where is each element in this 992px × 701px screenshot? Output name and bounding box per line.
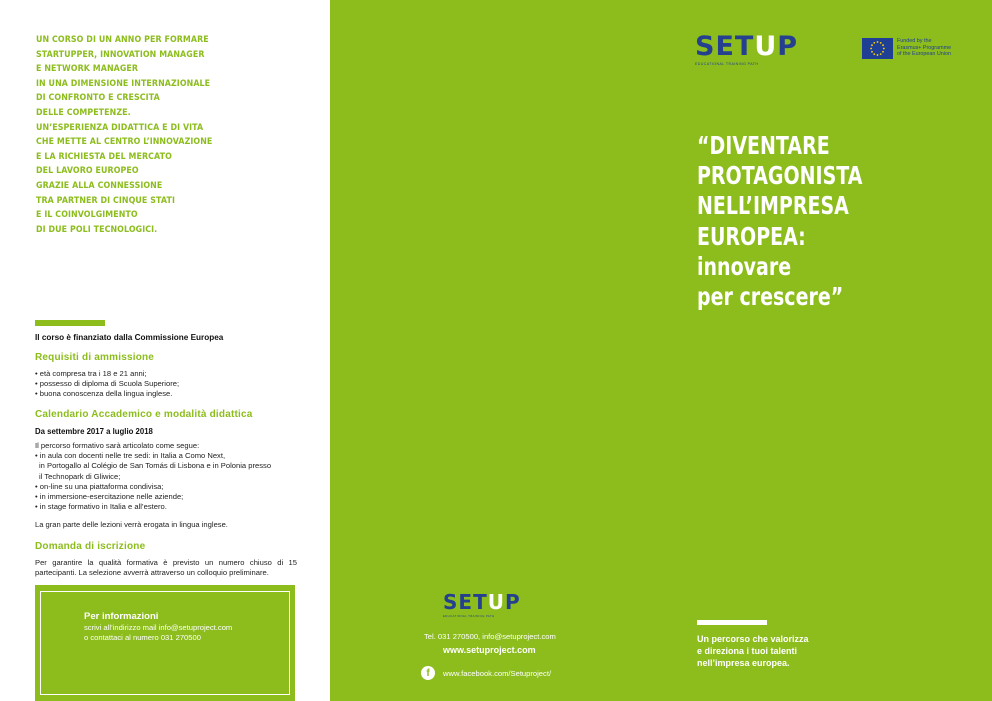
tagline-bar bbox=[697, 620, 767, 625]
logo-part: SET bbox=[443, 590, 488, 614]
info-phone[interactable]: o contattaci al numero 031 270500 bbox=[84, 633, 201, 642]
intro-line: E NETWORK MANAGER bbox=[36, 63, 139, 75]
headline-line: NELL’IMPRESA bbox=[697, 191, 849, 221]
list-item: • possesso di diploma di Scuola Superiore; bbox=[35, 379, 180, 389]
calendario-note: La gran parte delle lezioni verrà erogata in lingua inglese. bbox=[35, 520, 228, 529]
logo-part: P bbox=[777, 31, 799, 62]
intro-line: UN CORSO DI UN ANNO PER FORMARE bbox=[36, 34, 209, 45]
list-item: il Technopark di Gliwice; bbox=[39, 471, 121, 481]
eu-funding-text bbox=[897, 38, 951, 58]
setup-logo-tagline: EDUCATIONAL TRAINING PATH bbox=[443, 614, 495, 618]
tagline-line: e direziona i tuoi talenti bbox=[697, 646, 798, 656]
intro-line: DEL LAVORO EUROPEO bbox=[36, 165, 139, 177]
intro-line: DI CONFRONTO E CRESCITA bbox=[36, 92, 160, 104]
separator-bar bbox=[35, 320, 105, 326]
headline-line: “DIVENTARE bbox=[697, 131, 830, 160]
info-box-frame bbox=[40, 591, 290, 695]
setup-logo-tagline: EDUCATIONAL TRAINING PATH bbox=[695, 62, 759, 66]
calendario-period: Da settembre 2017 a luglio 2018 bbox=[35, 427, 153, 436]
list-item: • in immersione-esercitazione nelle aziende; bbox=[35, 492, 184, 502]
domanda-text: Per garantire la qualità formativa è previsto un numero chiuso di 15 partecipanti. La selezione avverrà attraverso un colloquio preliminare. bbox=[35, 558, 297, 578]
eu-line: of the European Union bbox=[897, 51, 951, 58]
intro-line: DELLE COMPETENZE. bbox=[36, 106, 131, 118]
list-item: • età compresa tra i 18 e 21 anni; bbox=[35, 369, 147, 378]
intro-line: TRA PARTNER DI CINQUE STATI bbox=[36, 194, 175, 206]
intro-line: IN UNA DIMENSIONE INTERNAZIONALE bbox=[36, 77, 211, 89]
setup-logo-bottom bbox=[443, 590, 521, 618]
intro-line: STARTUPPER, INNOVATION MANAGER bbox=[36, 48, 205, 60]
intro-line: E IL COINVOLGIMENTO bbox=[36, 209, 138, 221]
eu-flag-icon bbox=[862, 38, 893, 59]
list-item: • in aula con docenti nelle tre sedi: in Italia a Como Next, bbox=[35, 451, 226, 461]
domanda-title: Domanda di iscrizione bbox=[35, 541, 146, 552]
list-item: in Portogallo al Colégio de San Tomás di Lisbona e in Polonia presso bbox=[39, 461, 272, 471]
logo-u: U bbox=[754, 31, 778, 62]
logo-u: U bbox=[487, 590, 505, 614]
tagline-line: Un percorso che valorizza bbox=[697, 634, 809, 644]
list-item: • in stage formativo in Italia e all’estero. bbox=[35, 502, 167, 512]
website-link[interactable]: www.setuproject.com bbox=[443, 645, 536, 655]
intro-line: UN’ESPERIENZA DIDATTICA E DI VITA bbox=[36, 121, 204, 133]
eu-line: Funded by the bbox=[897, 38, 932, 44]
setup-logo-word bbox=[443, 590, 521, 614]
list-item: • on-line su una piattaforma condivisa; bbox=[35, 481, 164, 491]
right-panel bbox=[330, 0, 992, 701]
list-item: • buona conoscenza della lingua inglese. bbox=[35, 389, 173, 399]
facebook-link[interactable]: www.facebook.com/Setuproject/ bbox=[443, 669, 552, 678]
intro-line: DI DUE POLI TECNOLOGICI. bbox=[36, 223, 158, 235]
requisiti-title: Requisiti di ammissione bbox=[35, 352, 155, 363]
eu-line: Erasmus+ Programme bbox=[897, 44, 952, 51]
tagline bbox=[697, 633, 809, 669]
headline-line: EUROPEA: bbox=[697, 221, 806, 251]
logo-part: SET bbox=[695, 31, 755, 62]
headline-line: PROTAGONISTA bbox=[697, 161, 863, 191]
facebook-icon[interactable]: f bbox=[421, 666, 435, 680]
headline-line: per crescere” bbox=[697, 282, 844, 312]
list-item: Il percorso formativo sarà articolato come segue: bbox=[35, 441, 200, 450]
contact-tel-email[interactable]: Tel. 031 270500, info@setuproject.com bbox=[424, 632, 556, 641]
intro-text bbox=[36, 33, 321, 237]
funded-note: Il corso è finanziato dalla Commissione Europea bbox=[35, 333, 224, 342]
tagline-line: nell’impresa europea. bbox=[697, 658, 790, 668]
requisiti-list bbox=[35, 369, 179, 400]
intro-line: E LA RICHIESTA DEL MERCATO bbox=[36, 150, 172, 162]
setup-logo-top bbox=[695, 31, 798, 66]
intro-line: GRAZIE ALLA CONNESSIONE bbox=[36, 179, 163, 191]
calendario-list bbox=[35, 441, 271, 512]
eu-stars-icon bbox=[862, 38, 893, 59]
intro-line: CHE METTE AL CENTRO L’INNOVAZIONE bbox=[36, 136, 213, 148]
calendario-title: Calendario Accademico e modalità didattica bbox=[35, 409, 253, 420]
info-email[interactable]: scrivi all’indirizzo mail info@setuproject.com bbox=[84, 623, 233, 632]
headline-line: innovare bbox=[697, 251, 792, 281]
logo-part: P bbox=[504, 590, 521, 614]
headline bbox=[697, 131, 915, 312]
setup-logo-word bbox=[695, 31, 798, 62]
info-title: Per informazioni bbox=[84, 611, 159, 622]
